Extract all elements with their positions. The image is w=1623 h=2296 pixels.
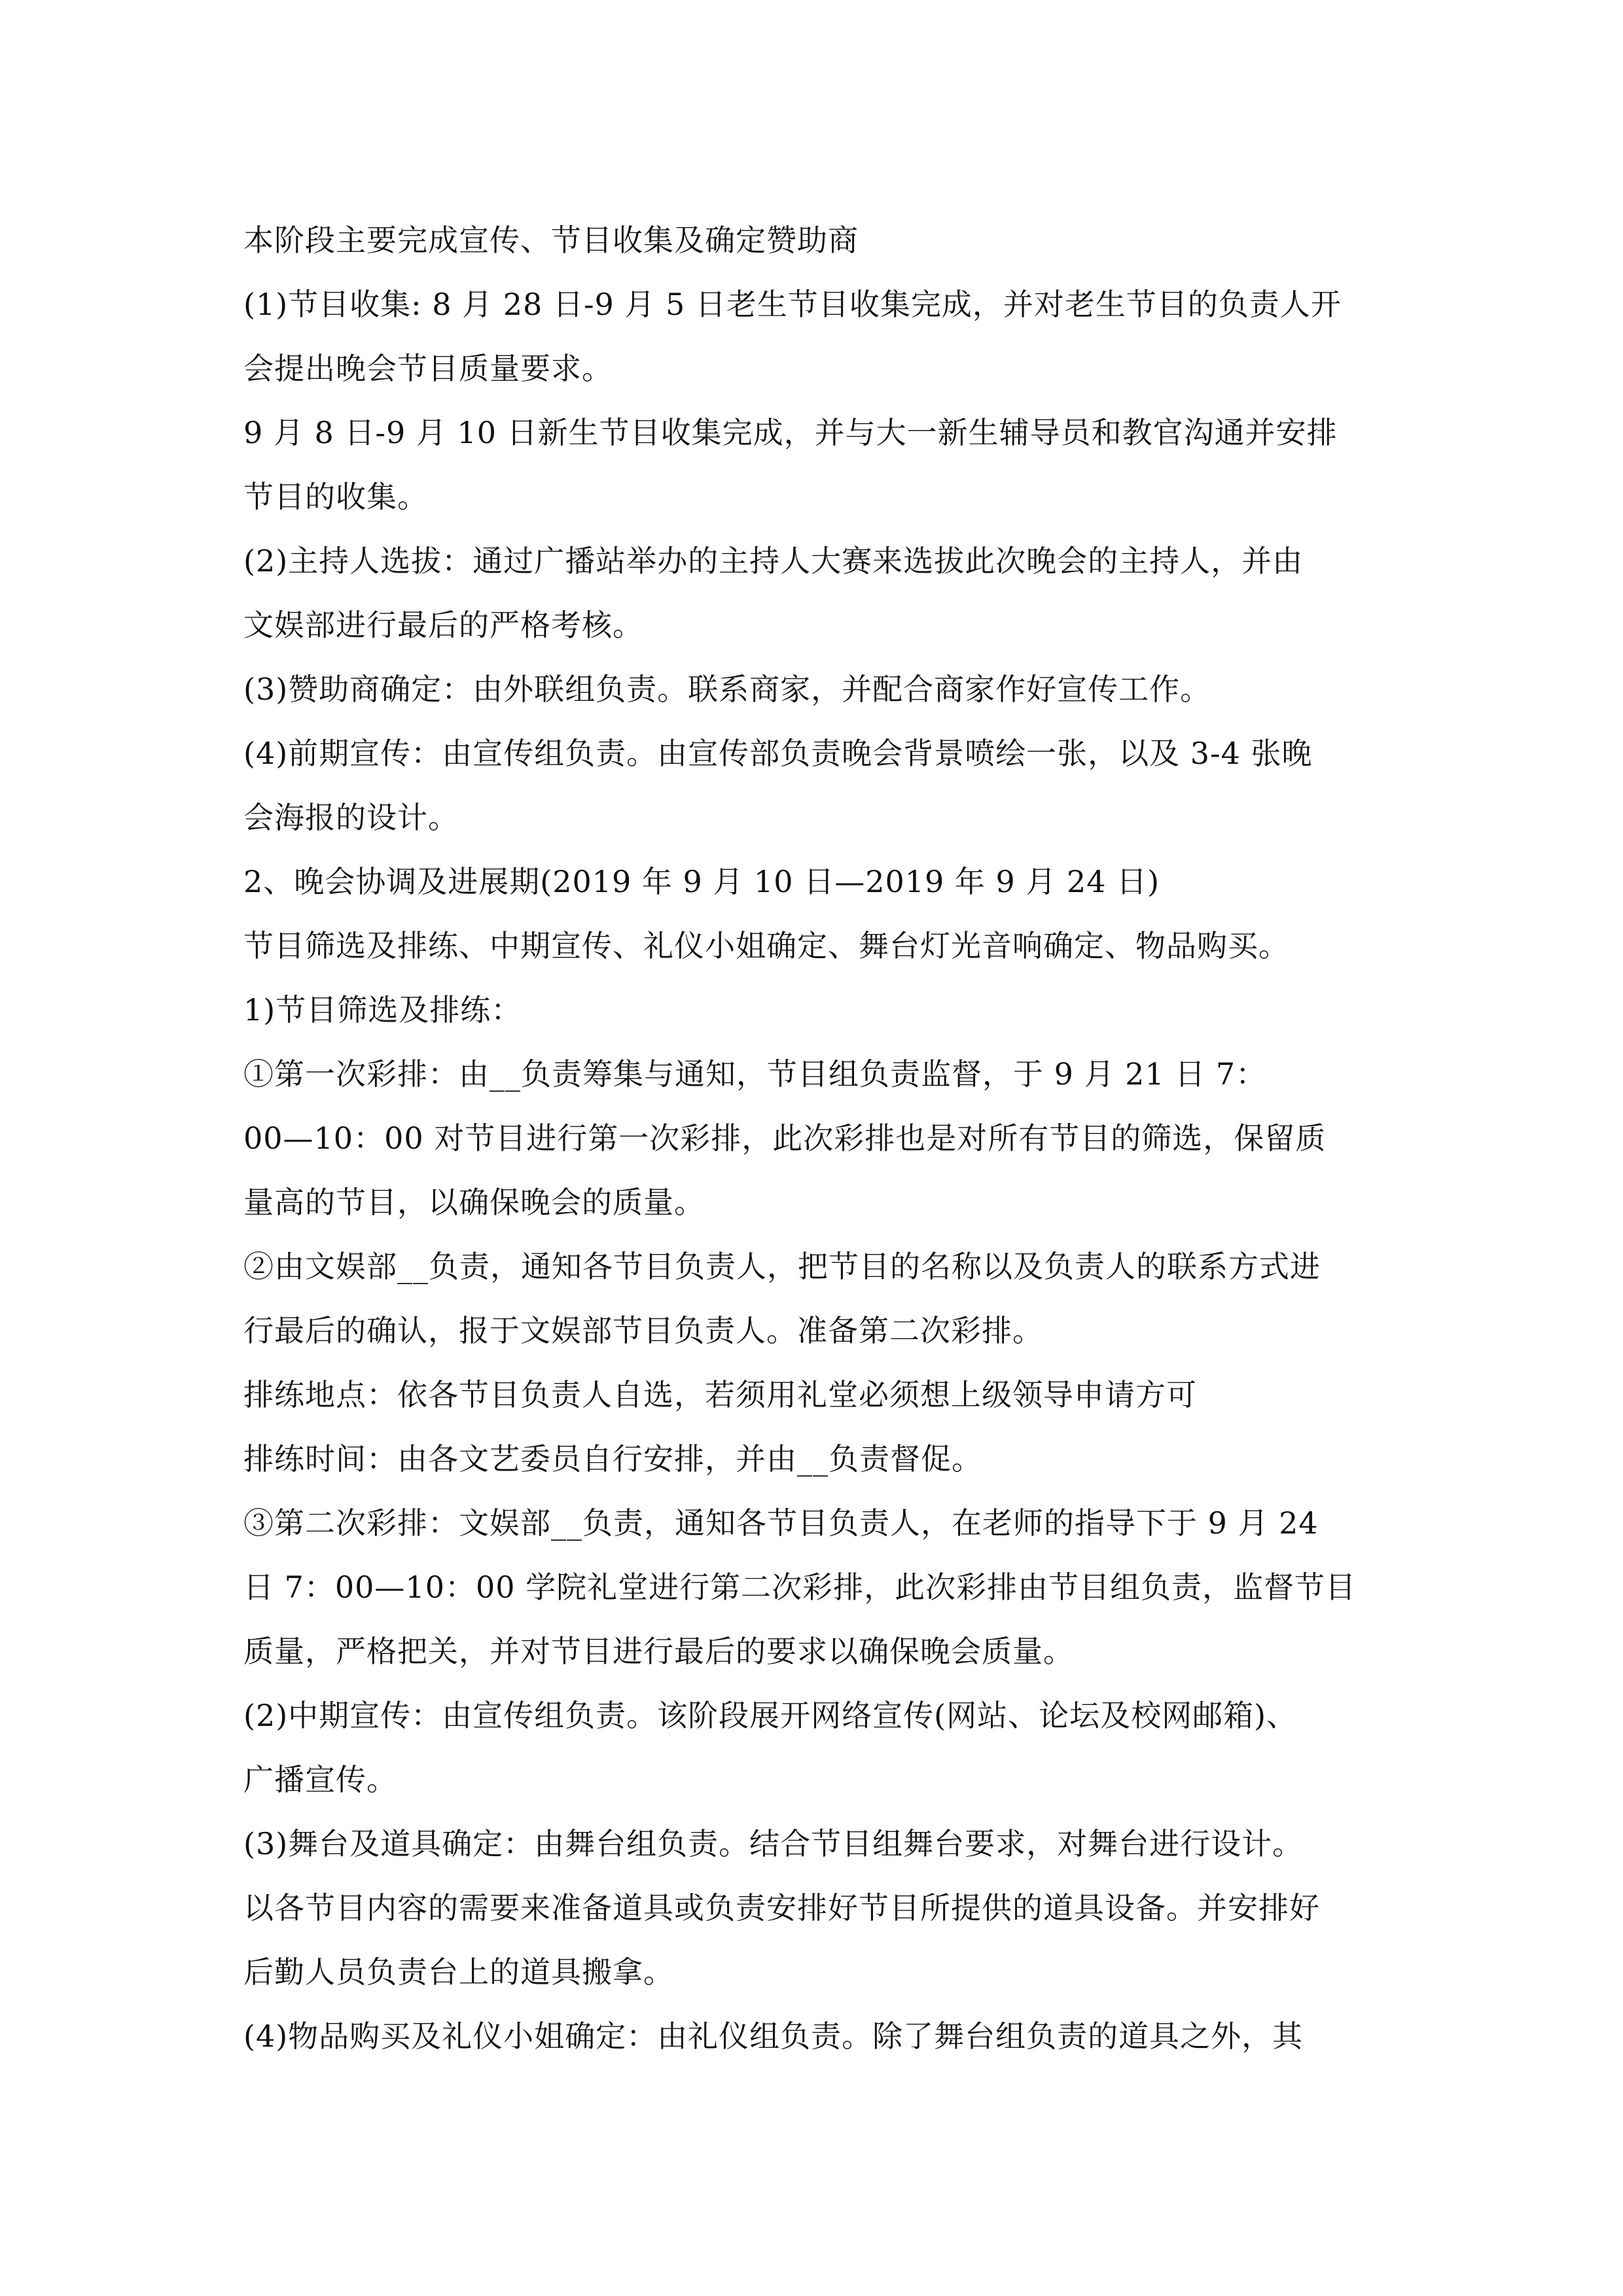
paragraph-line: 节目的收集。 (243, 479, 428, 514)
paragraph-line: 以各节目内容的需要来准备道具或负责安排好节目所提供的道具设备。并安排好 (243, 1890, 1320, 1926)
paragraph-line: 排练时间：由各文艺委员自行安排，并由__负责督促。 (243, 1441, 982, 1477)
paragraph-line: 本阶段主要完成宣传、节目收集及确定赞助商 (243, 223, 859, 258)
paragraph-line: (1)节目收集: 8 月 28 日-9 月 5 日老生节目收集完成，并对老生节目的负责人开 (243, 287, 1342, 322)
paragraph-line: (3)舞台及道具确定：由舞台组负责。结合节目组舞台要求，对舞台进行设计。 (243, 1826, 1304, 1861)
paragraph-line: 节目筛选及排练、中期宣传、礼仪小姐确定、舞台灯光音响确定、物品购买。 (243, 928, 1289, 963)
paragraph-line: ①第一次彩排：由__负责筹集与通知，节目组负责监督，于 9 月 21 日 7： (243, 1056, 1267, 1092)
paragraph-line: (4)前期宣传：由宣传组负责。由宣传部负责晚会背景喷绘一张，以及 3-4 张晚 (243, 736, 1313, 771)
paragraph-line: ③第二次彩排：文娱部__负责，通知各节目负责人，在老师的指导下于 9 月 24 (243, 1505, 1319, 1541)
paragraph-line: 广播宣传。 (243, 1762, 397, 1797)
paragraph-line: ②由文娱部__负责，通知各节目负责人，把节目的名称以及负责人的联系方式进 (243, 1249, 1321, 1284)
paragraph-line: 后勤人员负责台上的道具搬拿。 (243, 1954, 674, 1990)
document-body (243, 208, 1382, 2068)
paragraph-line: 排练地点：依各节目负责人自选，若须用礼堂必须想上级领导申请方可 (243, 1377, 1197, 1412)
paragraph-line: 会提出晚会节目质量要求。 (243, 351, 613, 386)
subsection-heading: 1)节目筛选及排练： (243, 992, 522, 1028)
paragraph-line: 文娱部进行最后的严格考核。 (243, 607, 643, 643)
paragraph-line: 量高的节目，以确保晚会的质量。 (243, 1185, 705, 1220)
paragraph-line: (2)主持人选拔：通过广播站举办的主持人大赛来选拔此次晚会的主持人，并由 (243, 543, 1304, 579)
paragraph-line: 质量，严格把关，并对节目进行最后的要求以确保晚会质量。 (243, 1634, 1074, 1669)
paragraph-line: (2)中期宣传：由宣传组负责。该阶段展开网络宣传(网站、论坛及校网邮箱)、 (243, 1698, 1298, 1733)
paragraph-line: 行最后的确认，报于文娱部节目负责人。准备第二次彩排。 (243, 1313, 1043, 1348)
paragraph-line: 会海报的设计。 (243, 800, 459, 835)
paragraph-line: (3)赞助商确定：由外联组负责。联系商家，并配合商家作好宣传工作。 (243, 672, 1211, 707)
paragraph-line: (4)物品购买及礼仪小姐确定：由礼仪组负责。除了舞台组负责的道具之外，其 (243, 2018, 1304, 2054)
section-heading: 2、晚会协调及进展期(2019 年 9 月 10 日—2019 年 9 月 24 日) (243, 864, 1160, 899)
paragraph-line: 9 月 8 日-9 月 10 日新生节目收集完成，并与大一新生辅导员和教官沟通并安排 (243, 415, 1338, 450)
paragraph-line: 日 7：00—10：00 学院礼堂进行第二次彩排，此次彩排由节目组负责，监督节目 (243, 1570, 1357, 1605)
paragraph-line: 00—10：00 对节目进行第一次彩排，此次彩排也是对所有节目的筛选，保留质 (243, 1121, 1327, 1156)
